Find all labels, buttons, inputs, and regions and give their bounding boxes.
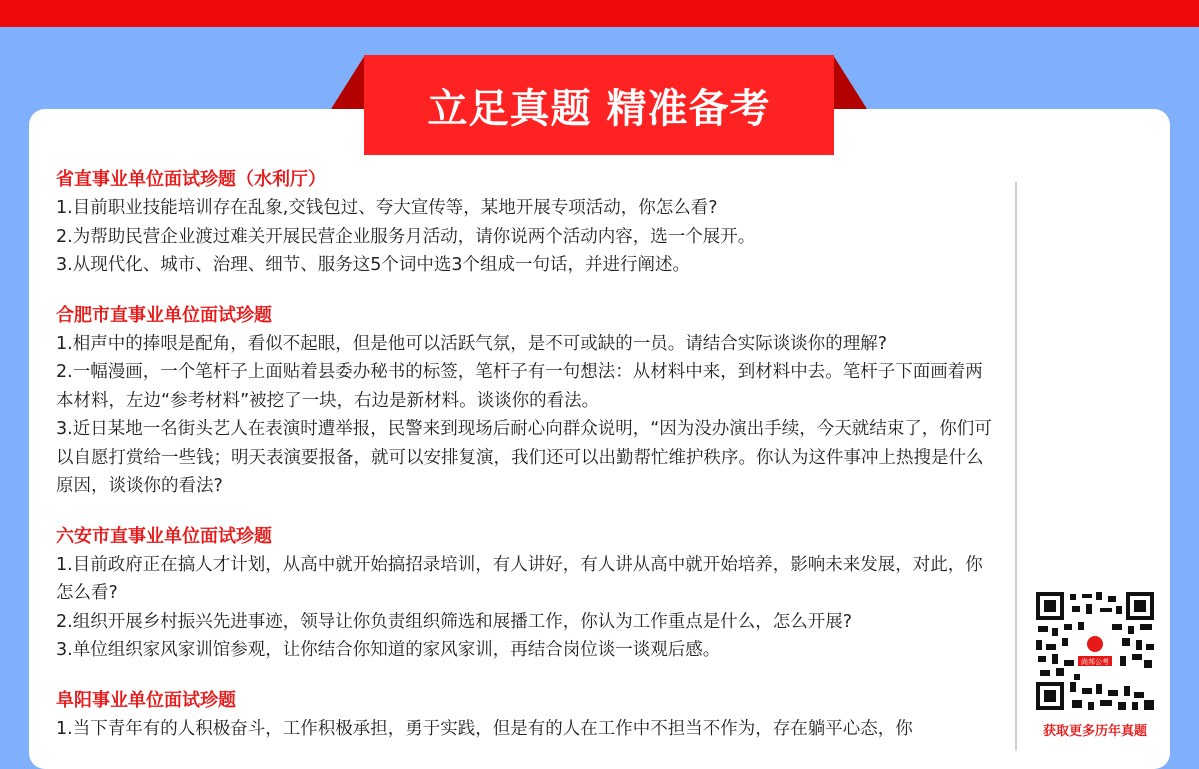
question-item: 3.单位组织家风家训馆参观，让你结合你知道的家风家训，再结合岗位谈一谈观后感。: [56, 640, 721, 660]
section-title: 省直事业单位面试珍题（水利厅）: [56, 169, 326, 190]
question-item: 1.相声中的捧哏是配角，看似不起眼，但是他可以活跃气氛，是不可或缺的一员。请结合实际谈谈你的理解?: [56, 333, 887, 354]
question-item: 2.组织开展乡村振兴先进事迹，领导让你负责组织筛选和展播工作，你认为工作重点是什么，怎么开展?: [56, 611, 852, 632]
qr-code[interactable]: [1034, 590, 1156, 712]
section-title: 阜阳事业单位面试珍题: [56, 689, 236, 711]
question-item: 3.从现代化、城市、治理、细节、服务这5个词中选3个组成一句话，并进行阐述。: [56, 255, 690, 275]
title-banner: [364, 55, 834, 155]
question-item: 1.当下青年有的人积极奋斗，工作积极承担，勇于实践，但是有的人在工作中不担当不作为，存在躺平心态，你: [56, 718, 913, 739]
question-item: 1.目前职业技能培训存在乱象,交钱包过、夸大宣传等，某地开展专项活动，你怎么看?: [56, 198, 718, 218]
banner-title: 立足真题 精准备考: [427, 85, 771, 132]
question-list: [56, 166, 1000, 765]
qr-caption: 获取更多历年真题: [1042, 724, 1147, 739]
top-red-bar: [0, 0, 1199, 27]
question-item: 1.目前政府正在搞人才计划，从高中就开始搞招录培训，有人讲好，有人讲从高中就开始培养，影响未来发展，对此，你怎么看?: [56, 554, 983, 603]
qr-code-icon: [1034, 590, 1156, 712]
section-title: 六安市直事业单位面试珍题: [56, 525, 272, 547]
section-title: 合肥市直事业单位面试珍题: [56, 304, 272, 326]
section-hefei: [56, 302, 1000, 501]
question-item: 2.为帮助民营企业渡过难关开展民营企业服务月活动，请你说两个活动内容，选一个展开。: [56, 226, 756, 247]
question-item: 3.近日某地一名街头艺人在表演时遭举报，民警来到现场后耐心向群众说明，“因为没办演出手续，今天就结束了，你们可以自愿打赏给一些钱；明天表演要报备，就可以安排复演，我们还可以出勤帮忙维护秩序。你认为这件事冲上热搜是什么原因，谈谈你的看法?: [56, 419, 992, 496]
vertical-divider: [1015, 182, 1017, 751]
qr-logo-text: 尚邦公考: [1081, 658, 1109, 666]
section-luan: [56, 523, 1000, 665]
question-item: 2.一幅漫画，一个笔杆子上面贴着县委办秘书的标签，笔杆子有一句想法：从材料中来，到材料中去。笔杆子下面画着两本材料，左边“参考材料”被挖了一块，右边是新材料。谈谈你的看法。: [56, 362, 983, 411]
section-fuyang: [56, 687, 1000, 744]
section-sheng-zhi: [56, 166, 1000, 280]
